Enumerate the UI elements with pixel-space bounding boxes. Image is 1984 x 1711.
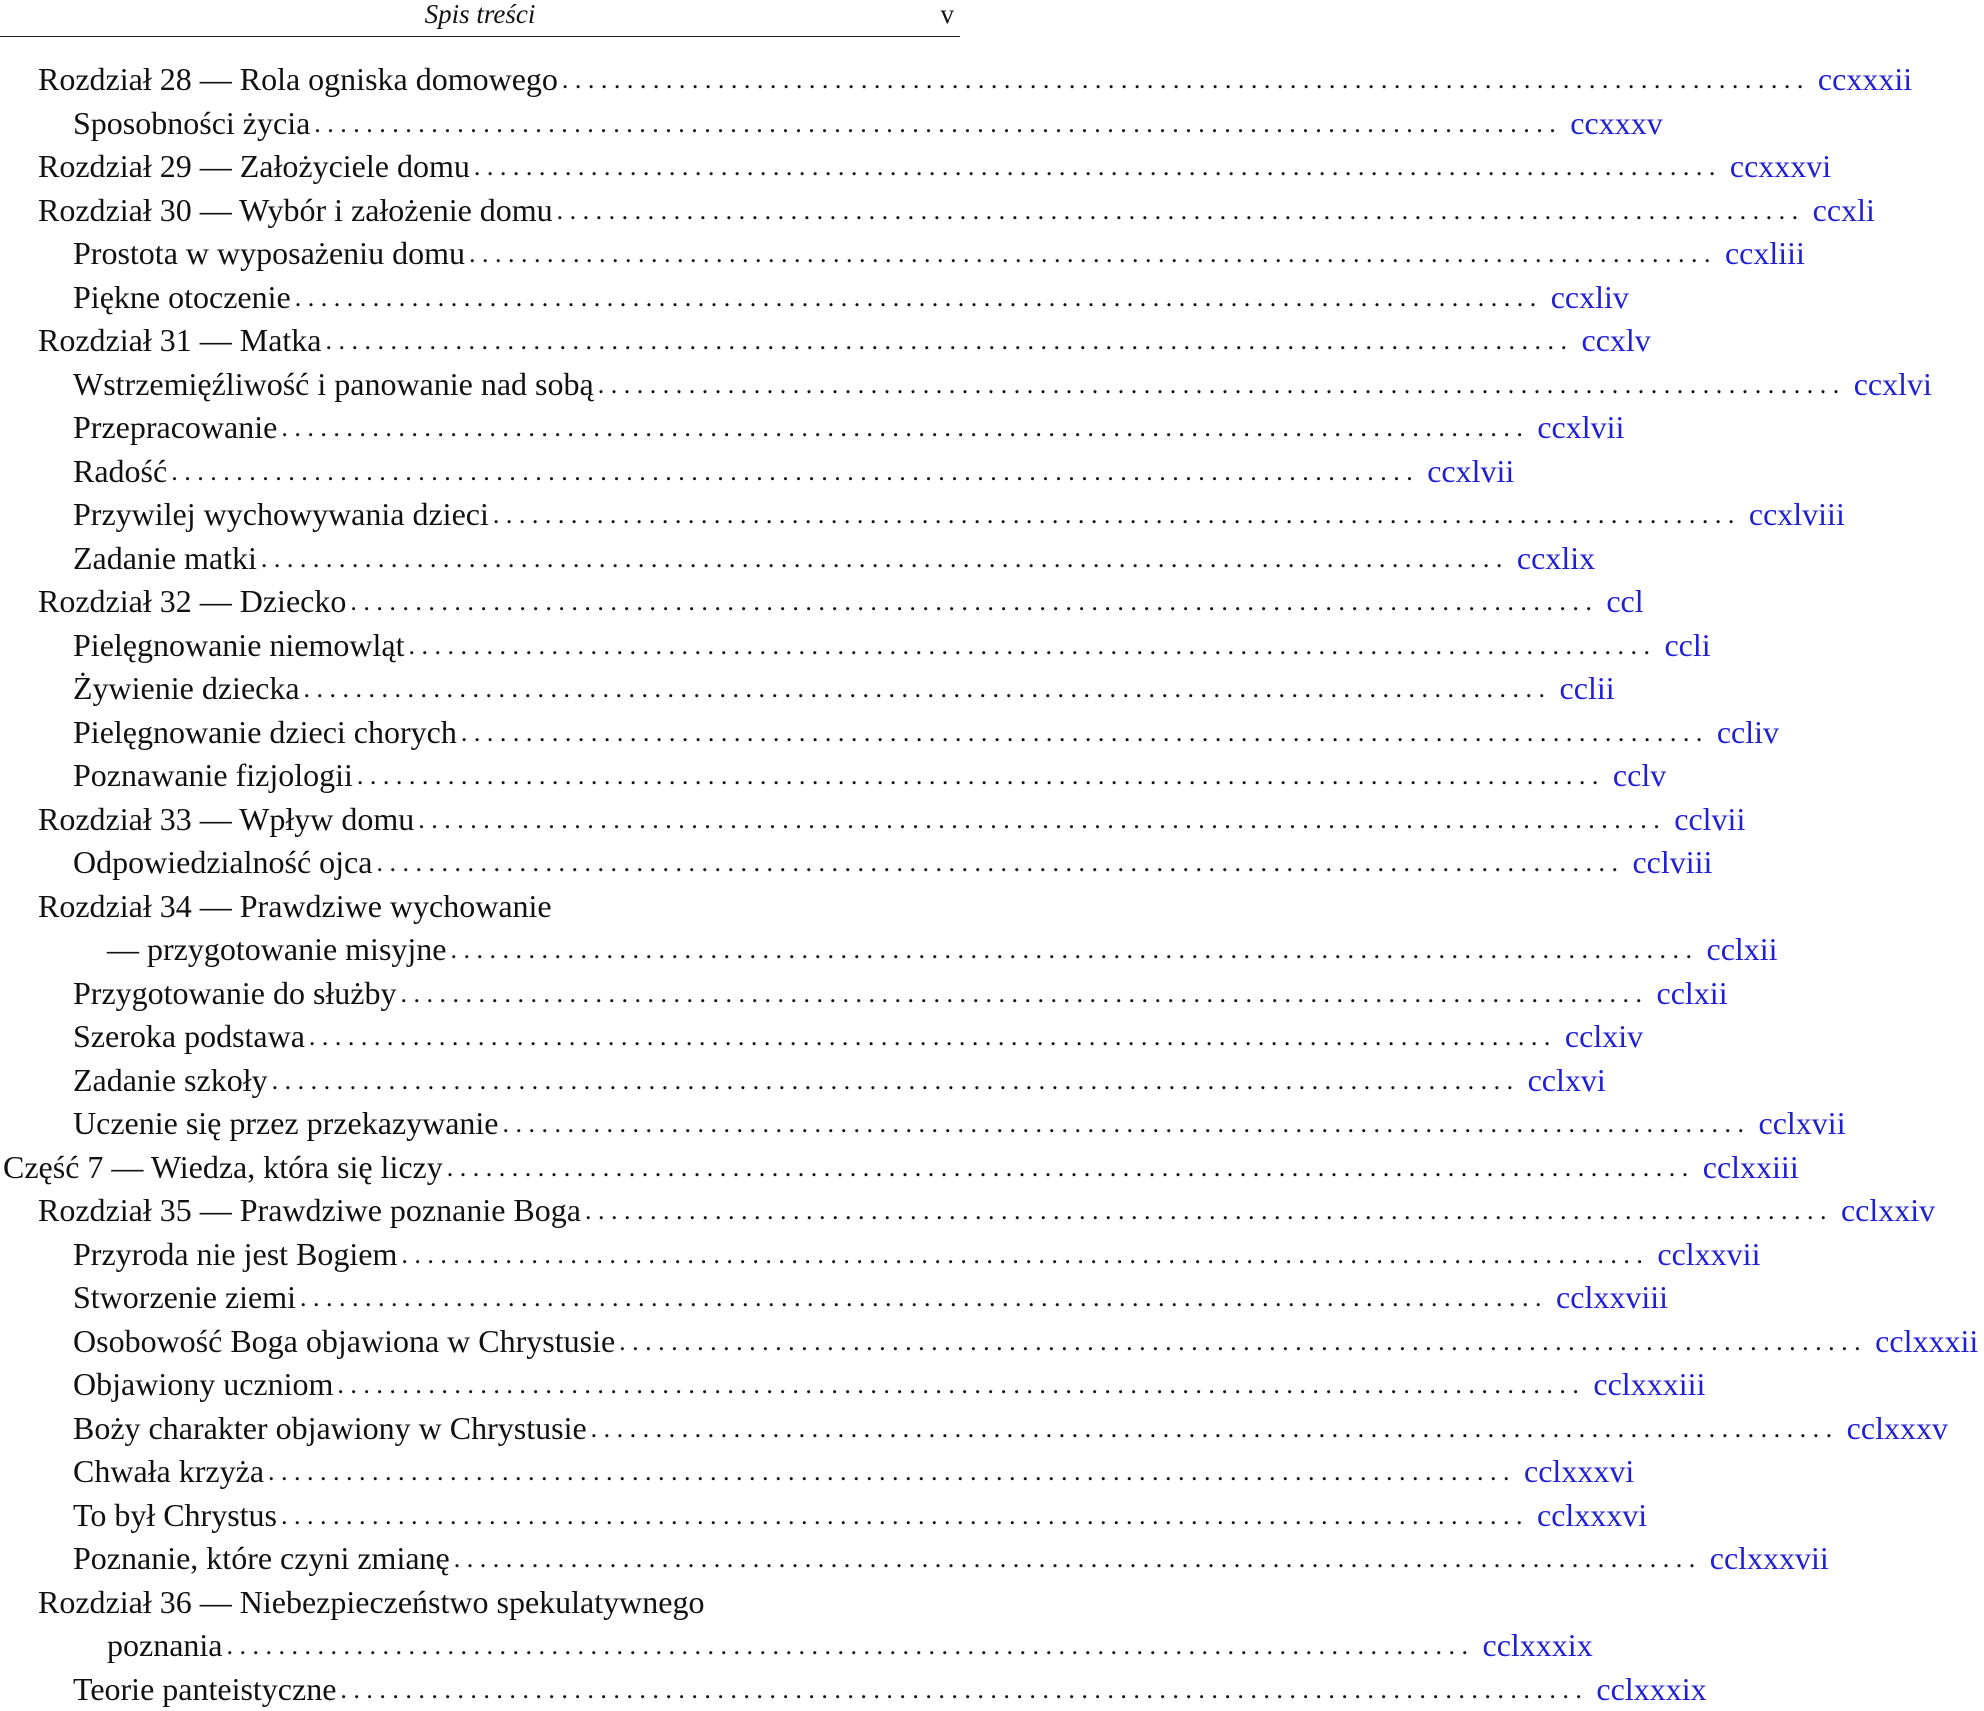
toc-page-link[interactable]: cclxxxvi [1537,1494,1653,1537]
toc-entry-title: Chwała krzyża [73,1450,264,1493]
toc-dot-leader: ................................................................................................ [300,1276,1548,1319]
toc-dot-leader: ................................................................................................ [408,624,1656,667]
toc-entry[interactable] [0,1320,960,1364]
toc-page-link[interactable]: cclxxxiii [1593,1363,1711,1406]
toc-dot-leader: ................................................................................................ [493,493,1741,536]
toc-entry-title: Rozdział 31 — Matka [38,319,321,362]
toc-page-link[interactable]: cclxxviii [1556,1276,1674,1319]
toc-page-link[interactable]: ccl [1606,580,1649,623]
running-header [0,0,960,37]
toc-page-link[interactable]: ccxxxvi [1730,145,1837,188]
toc-entry-title: Objawiony uczniom [73,1363,333,1406]
toc-entry[interactable] [0,102,960,146]
toc-entry[interactable] [0,363,960,407]
toc-entry-title: Stworzenie ziemi [73,1276,296,1319]
toc-entry-title: Żywienie dziecka [73,667,300,710]
toc-page-link[interactable]: ccxlviii [1749,493,1851,536]
toc-entry[interactable] [0,928,960,972]
toc-entry[interactable] [0,493,960,537]
toc-page-link[interactable]: ccxlvi [1854,363,1938,406]
toc-entry[interactable] [0,276,960,320]
toc-entry-title: poznania [107,1624,223,1667]
table-of-contents [0,58,960,1711]
toc-dot-leader: ................................................................................................ [268,1450,1516,1493]
toc-entry[interactable] [0,624,960,668]
toc-page-link[interactable]: cclxxxix [1596,1668,1712,1711]
toc-dot-leader: ................................................................................................ [450,928,1698,971]
toc-entry-title: Rozdział 35 — Prawdziwe poznanie Boga [38,1189,581,1232]
toc-dot-leader: ................................................................................................ [171,450,1419,493]
toc-entry-title: Zadanie matki [73,537,257,580]
toc-page-link[interactable]: ccli [1664,624,1716,667]
toc-entry[interactable] [0,1624,960,1668]
toc-entry-title: Prostota w wyposażeniu domu [73,232,465,275]
toc-page-link[interactable]: cclxxiv [1841,1189,1941,1232]
toc-dot-leader: ................................................................................................ [447,1146,1695,1189]
toc-entry[interactable] [0,1668,960,1711]
toc-dot-leader: ................................................................................................ [337,1363,1585,1406]
toc-page-link[interactable]: cclxxiii [1703,1146,1805,1189]
toc-dot-leader: ................................................................................................ [261,537,1509,580]
toc-page-link[interactable]: ccxliv [1551,276,1635,319]
toc-entry-title: Piękne otoczenie [73,276,291,319]
toc-dot-leader: ................................................................................................ [272,1059,1520,1102]
toc-entry-title: Przywilej wychowywania dzieci [73,493,489,536]
toc-entry-title: Radość [73,450,167,493]
toc-dot-leader: ................................................................................................ [503,1102,1751,1145]
toc-entry[interactable] [0,1494,960,1538]
toc-page-link[interactable]: ccxlix [1517,537,1601,580]
toc-entry[interactable] [0,1102,960,1146]
toc-entry[interactable] [0,711,960,755]
toc-entry-title: Szeroka podstawa [73,1015,305,1058]
toc-page-link[interactable]: ccxlv [1581,319,1656,362]
toc-page-link[interactable]: cclxiv [1565,1015,1649,1058]
toc-page-link[interactable]: cclxxxii [1875,1320,1984,1363]
toc-page-link[interactable]: ccxliii [1725,232,1811,275]
toc-entry[interactable] [0,1407,960,1451]
toc-page-link[interactable]: cclxxxvii [1710,1537,1835,1580]
toc-dot-leader: ................................................................................................ [350,580,1598,623]
toc-entry-title: Sposobności życia [73,102,310,145]
toc-entry[interactable] [0,1581,960,1625]
toc-entry-title: Przepracowanie [73,406,277,449]
toc-entry[interactable] [0,406,960,450]
toc-entry[interactable] [0,1059,960,1103]
toc-entry-title: — przygotowanie misyjne [107,928,446,971]
toc-dot-leader: ................................................................................................ [591,1407,1839,1450]
toc-entry[interactable] [0,537,960,581]
toc-entry-title: To był Chrystus [73,1494,277,1537]
header-title: Spis treści [0,0,960,28]
toc-entry[interactable] [0,189,960,233]
toc-entry-title: Przygotowanie do służby [73,972,397,1015]
toc-entry-title: Rozdział 28 — Rola ogniska domowego [38,58,558,101]
toc-page-link[interactable]: cclxvi [1528,1059,1612,1102]
toc-page-link[interactable]: cclv [1613,754,1672,797]
toc-entry-title: Odpowiedzialność ojca [73,841,372,884]
toc-entry-title: Wstrzemięźliwość i panowanie nad sobą [73,363,594,406]
toc-dot-leader: ................................................................................................ [401,972,1649,1015]
toc-dot-leader: ................................................................................................ [227,1624,1475,1667]
toc-entry-title: Uczenie się przez przekazywanie [73,1102,499,1145]
toc-entry[interactable] [0,232,960,276]
toc-entry[interactable] [0,798,960,842]
toc-entry-title: Rozdział 36 — Niebezpieczeństwo spekulatywnego [38,1581,704,1624]
header-page-number: v [941,0,955,28]
toc-entry[interactable] [0,1146,960,1190]
toc-entry-title: Poznawanie fizjologii [73,754,353,797]
toc-entry-title: Zadanie szkoły [73,1059,268,1102]
toc-dot-leader: ................................................................................................ [474,145,1722,188]
toc-entry-title: Rozdział 33 — Wpływ domu [38,798,414,841]
toc-entry[interactable] [0,450,960,494]
toc-dot-leader: ................................................................................................ [454,1537,1702,1580]
toc-page-link[interactable]: ccxli [1813,189,1881,232]
toc-entry[interactable] [0,1015,960,1059]
toc-entry-title: Rozdział 30 — Wybór i założenie domu [38,189,553,232]
toc-dot-leader: ................................................................................................ [619,1320,1867,1363]
toc-page-link[interactable]: cclxxxix [1483,1624,1599,1667]
toc-entry-title: Pielęgnowanie dzieci chorych [73,711,457,754]
toc-page-link[interactable]: cclxxxvi [1524,1450,1640,1493]
toc-dot-leader: ................................................................................................ [469,232,1717,275]
toc-dot-leader: ................................................................................................ [295,276,1543,319]
toc-entry[interactable] [0,841,960,885]
toc-dot-leader: ................................................................................................ [325,319,1573,362]
toc-entry-title: Teorie panteistyczne [73,1668,336,1711]
toc-entry[interactable] [0,1233,960,1277]
toc-entry-title: Przyroda nie jest Bogiem [73,1233,397,1276]
toc-dot-leader: ................................................................................................ [562,58,1810,101]
toc-page-link[interactable]: cclvii [1674,798,1751,841]
toc-entry[interactable] [0,1450,960,1494]
toc-dot-leader: ................................................................................................ [281,406,1529,449]
toc-dot-leader: ................................................................................................ [557,189,1805,232]
toc-entry-title: Rozdział 29 — Założyciele domu [38,145,470,188]
toc-dot-leader: ................................................................................................ [401,1233,1649,1276]
toc-page-link[interactable]: ccliv [1717,711,1785,754]
toc-entry[interactable] [0,667,960,711]
toc-entry[interactable] [0,885,960,929]
toc-page-link[interactable]: cclxii [1657,972,1734,1015]
toc-dot-leader: ................................................................................................ [281,1494,1529,1537]
toc-page-link[interactable]: cclxxvii [1657,1233,1766,1276]
toc-page-link[interactable]: ccxlvii [1537,406,1630,449]
toc-entry-title: Rozdział 32 — Dziecko [38,580,346,623]
toc-page-link[interactable]: cclxxxv [1847,1407,1954,1450]
toc-page-link[interactable]: ccxxxii [1818,58,1918,101]
toc-page-link[interactable]: cclxii [1706,928,1783,971]
toc-entry[interactable] [0,58,960,102]
toc-entry[interactable] [0,580,960,624]
toc-entry[interactable] [0,1276,960,1320]
toc-dot-leader: ................................................................................................ [376,841,1624,884]
toc-entry[interactable] [0,1189,960,1233]
toc-dot-leader: ................................................................................................ [314,102,1562,145]
toc-entry-title: Osobowość Boga objawiona w Chrystusie [73,1320,615,1363]
toc-entry[interactable] [0,319,960,363]
toc-dot-leader: ................................................................................................ [304,667,1552,710]
toc-dot-leader: ................................................................................................ [418,798,1666,841]
toc-entry[interactable] [0,1537,960,1581]
toc-page-link[interactable]: ccxxxv [1570,102,1668,145]
toc-dot-leader: ................................................................................................ [340,1668,1588,1711]
toc-entry-title: Boży charakter objawiony w Chrystusie [73,1407,587,1450]
toc-page-link[interactable]: ccxlvii [1427,450,1520,493]
toc-dot-leader: ................................................................................................ [585,1189,1833,1232]
toc-dot-leader: ................................................................................................ [357,754,1605,797]
toc-dot-leader: ................................................................................................ [598,363,1846,406]
toc-entry-title: Część 7 — Wiedza, która się liczy [3,1146,443,1189]
toc-entry-title: Rozdział 34 — Prawdziwe wychowanie [38,885,552,928]
toc-entry[interactable] [0,754,960,798]
toc-entry[interactable] [0,972,960,1016]
toc-entry-title: Pielęgnowanie niemowląt [73,624,404,667]
toc-entry[interactable] [0,145,960,189]
toc-page-link[interactable]: cclviii [1632,841,1718,884]
toc-entry-title: Poznanie, które czyni zmianę [73,1537,450,1580]
toc-page-link[interactable]: cclxvii [1759,1102,1852,1145]
toc-dot-leader: ................................................................................................ [309,1015,1557,1058]
toc-page-link[interactable]: cclii [1560,667,1621,710]
toc-dot-leader: ................................................................................................ [461,711,1709,754]
toc-entry[interactable] [0,1363,960,1407]
